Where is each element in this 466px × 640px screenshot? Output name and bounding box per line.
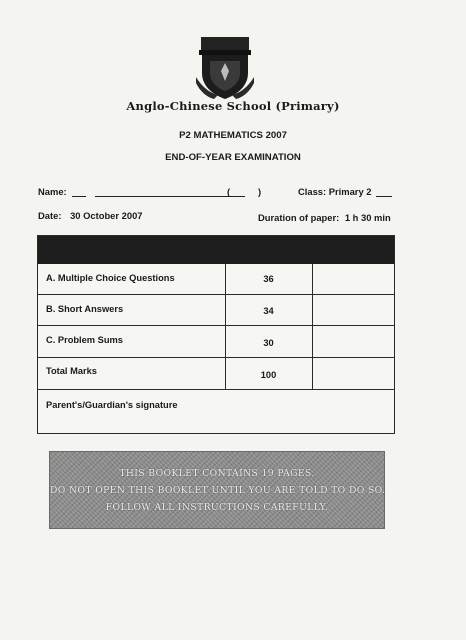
- row-label-short-answers: B. Short Answers: [46, 304, 124, 314]
- notice-do-not-open: DO NOT OPEN THIS BOOKLET UNTIL YOU ARE TOLD TO DO SO.: [50, 485, 386, 496]
- instructions-notice: [49, 451, 385, 529]
- marks-multiple-choice: 36: [263, 274, 274, 284]
- signature-box[interactable]: [225, 389, 395, 434]
- row-label-multiple-choice: A. Multiple Choice Questions: [46, 273, 175, 283]
- register-open: (: [227, 186, 231, 197]
- register-close: ): [258, 186, 262, 197]
- paper-title: P2 MATHEMATICS 2007: [179, 130, 287, 141]
- marks-problem-sums: 30: [263, 338, 274, 348]
- duration-label: Duration of paper:: [258, 212, 340, 223]
- duration-value: 1 h 30 min: [344, 212, 391, 223]
- row-label-problem-sums: C. Problem Sums: [46, 335, 123, 345]
- marks-short-answers: 34: [263, 306, 274, 316]
- marks-total: 100: [260, 370, 277, 380]
- name-label: Name:: [38, 186, 67, 197]
- school-name: Anglo-Chinese School (Primary): [126, 99, 340, 113]
- date-value: 30 October 2007: [70, 210, 143, 221]
- row-label-total: Total Marks: [46, 366, 97, 376]
- class-field[interactable]: [298, 186, 392, 197]
- name-line[interactable]: [95, 195, 245, 197]
- table-header-bar: [38, 236, 394, 264]
- date-field: [38, 210, 143, 221]
- school-crest-icon: [196, 37, 254, 101]
- notice-pages: THIS BOOKLET CONTAINS 19 PAGES.: [119, 468, 315, 479]
- exam-title: END-OF-YEAR EXAMINATION: [165, 152, 301, 163]
- marks-table: [37, 235, 395, 434]
- signature-label: Parent's/Guardian's signature: [46, 400, 178, 410]
- date-label: Date:: [38, 210, 62, 221]
- duration-field: [258, 212, 391, 223]
- class-label: Class: Primary 2: [298, 186, 372, 197]
- notice-follow-instructions: FOLLOW ALL INSTRUCTIONS CAREFULLY.: [105, 502, 329, 513]
- name-field[interactable]: [38, 186, 245, 197]
